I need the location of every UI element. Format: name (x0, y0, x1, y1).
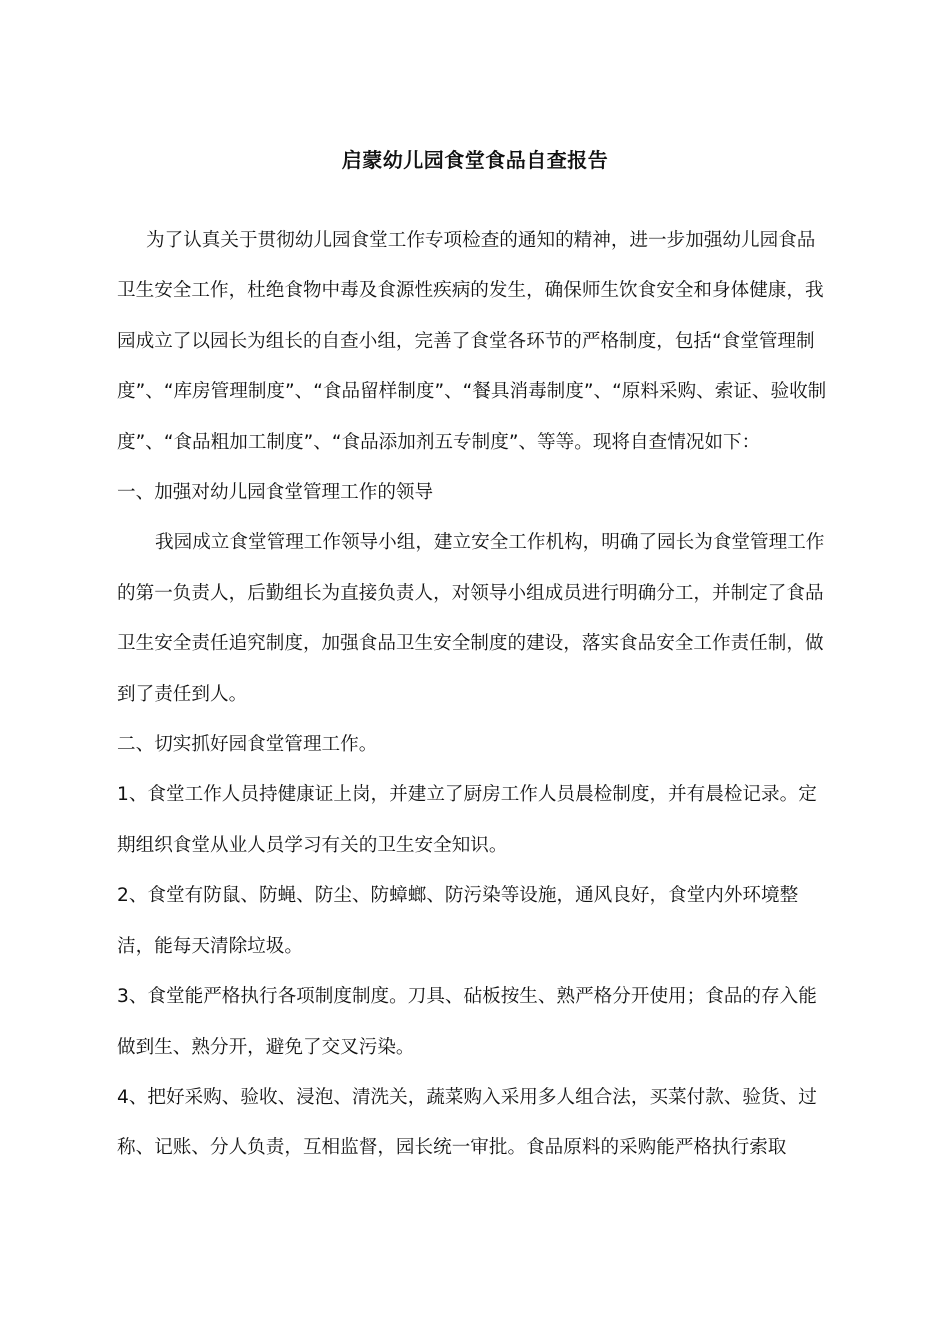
document-title: 启蒙幼儿园食堂食品自查报告 (341, 148, 609, 172)
list-item-3: 3、食堂能严格执行各项制度制度。刀具、砧板按生、熟严格分开使用；食品的存入能做到生、熟分开，避免了交叉污染。 (117, 986, 817, 1058)
document-body (117, 216, 833, 1174)
section-heading-1: 一、加强对幼儿园食堂管理工作的领导 (117, 482, 434, 504)
list-item-2: 2、食堂有防鼠、防蝇、防尘、防蟑螂、防污染等设施，通风良好，食堂内外环境整洁，能每天清除垃圾。 (117, 885, 799, 957)
list-item-4: 4、把好采购、验收、浸泡、清洗关，蔬菜购入采用多人组合法，买菜付款、验货、过称、记账、分人负责，互相监督，园长统一审批。食品原料的采购能严格执行索取 (117, 1086, 817, 1159)
paragraph-leadership: 我园成立食堂管理工作领导小组，建立安全工作机构，明确了园长为食堂管理工作的第一负责人，后勤组长为直接负责人，对领导小组成员进行明确分工，并制定了食品卫生安全责任追究制度，加强食品卫生安全制度的建设，落实食品安全工作责任制，做到了责任到人。 (117, 532, 825, 705)
list-item-1: 1、食堂工作人员持健康证上岗，并建立了厨房工作人员晨检制度，并有晨检记录。定期组织食堂从业人员学习有关的卫生安全知识。 (117, 784, 817, 856)
paragraph-intro: 为了认真关于贯彻幼儿园食堂工作专项检查的通知的精神，进一步加强幼儿园食品卫生安全工作，杜绝食物中毒及食源性疾病的发生，确保师生饮食安全和身体健康，我园成立了以园长为组长的自查小组，完善了食堂各环节的严格制度，包括“食堂管理制度”、“库房管理制度”、“食品留样制度”、“餐具消毒制度”、“原料采购、索证、验收制度”、“食品粗加工制度”、“食品添加剂五专制度”、等等。现将自查情况如下： (117, 230, 827, 453)
section-heading-2: 二、切实抓好园食堂管理工作。 (117, 734, 378, 756)
